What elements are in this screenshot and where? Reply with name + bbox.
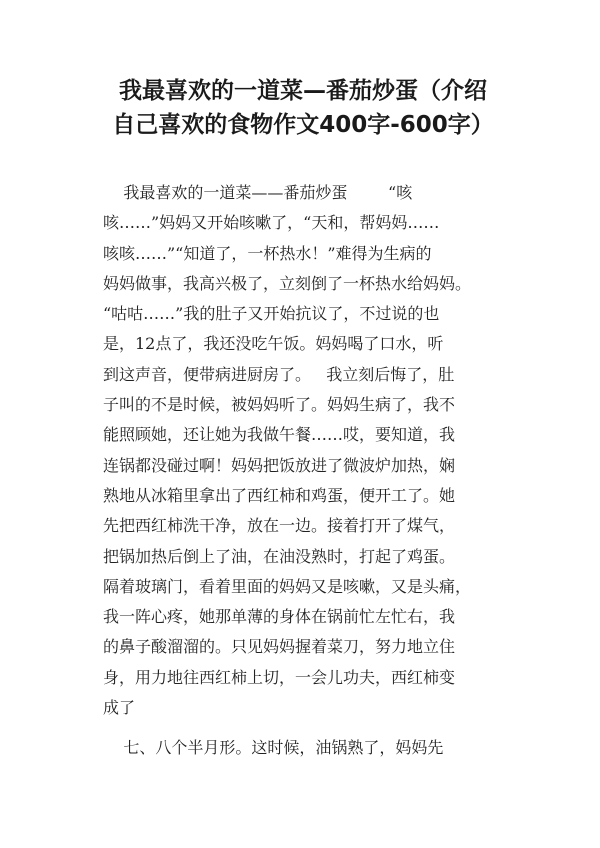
document-title: [88, 74, 518, 142]
text-line: 妈妈做事，我高兴极了，立刻倒了一杯热水给妈妈。: [103, 273, 472, 293]
text-line: 成了: [103, 698, 136, 718]
text-line: 咳咳……”“知道了，一杯热水！”难得为生病的: [103, 243, 432, 263]
title-line: 我最喜欢的一道菜—番茄炒蛋（介绍: [119, 78, 487, 104]
text-line: 先把西红柿洗干净，放在一边。接着打开了煤气，: [103, 516, 456, 536]
text-line: 七、八个半月形。这时候，油锅熟了，妈妈先: [103, 738, 444, 758]
text-line: 熟地从冰箱里拿出了西红柿和鸡蛋，便开工了。她: [103, 485, 456, 505]
text-line: 身，用力地往西红柿上切，一会儿功夫，西红柿变: [103, 667, 456, 687]
text-line: 连锅都没碰过啊！妈妈把饭放进了微波炉加热，娴: [103, 455, 456, 475]
text-line: 到这声音，便带病进厨房了。 我立刻后悔了，肚: [103, 364, 455, 384]
text-line: 我最喜欢的一道菜——番茄炒蛋 “咳: [103, 183, 413, 202]
text-line: 的鼻子酸溜溜的。只见妈妈握着菜刀，努力地立住: [103, 637, 456, 657]
text-line: 子叫的不是时候，被妈妈听了。妈妈生病了，我不: [103, 395, 456, 415]
paragraph-2: [103, 733, 503, 763]
text-line: 是，12点了，我还没吃午饭。妈妈喝了口水，听: [103, 334, 444, 354]
paragraph-1: [103, 178, 503, 723]
text-line: “咕咕……”我的肚子又开始抗议了，不过说的也: [103, 304, 440, 324]
document-body: [103, 178, 503, 764]
text-line: 把锅加热后倒上了油，在油没熟时，打起了鸡蛋。: [103, 546, 456, 566]
text-line: 我一阵心疼，她那单薄的身体在锅前忙左忙右，我: [103, 607, 456, 627]
title-line: 自己喜欢的食物作文400字-600字）: [112, 112, 494, 138]
text-line: 能照顾她，还让她为我做午餐……哎，要知道，我: [103, 425, 456, 445]
text-line: 隔着玻璃门，看着里面的妈妈又是咳嗽，又是头痛，: [103, 576, 472, 596]
text-line: 咳……”妈妈又开始咳嗽了，“天和，帮妈妈……: [103, 213, 440, 233]
